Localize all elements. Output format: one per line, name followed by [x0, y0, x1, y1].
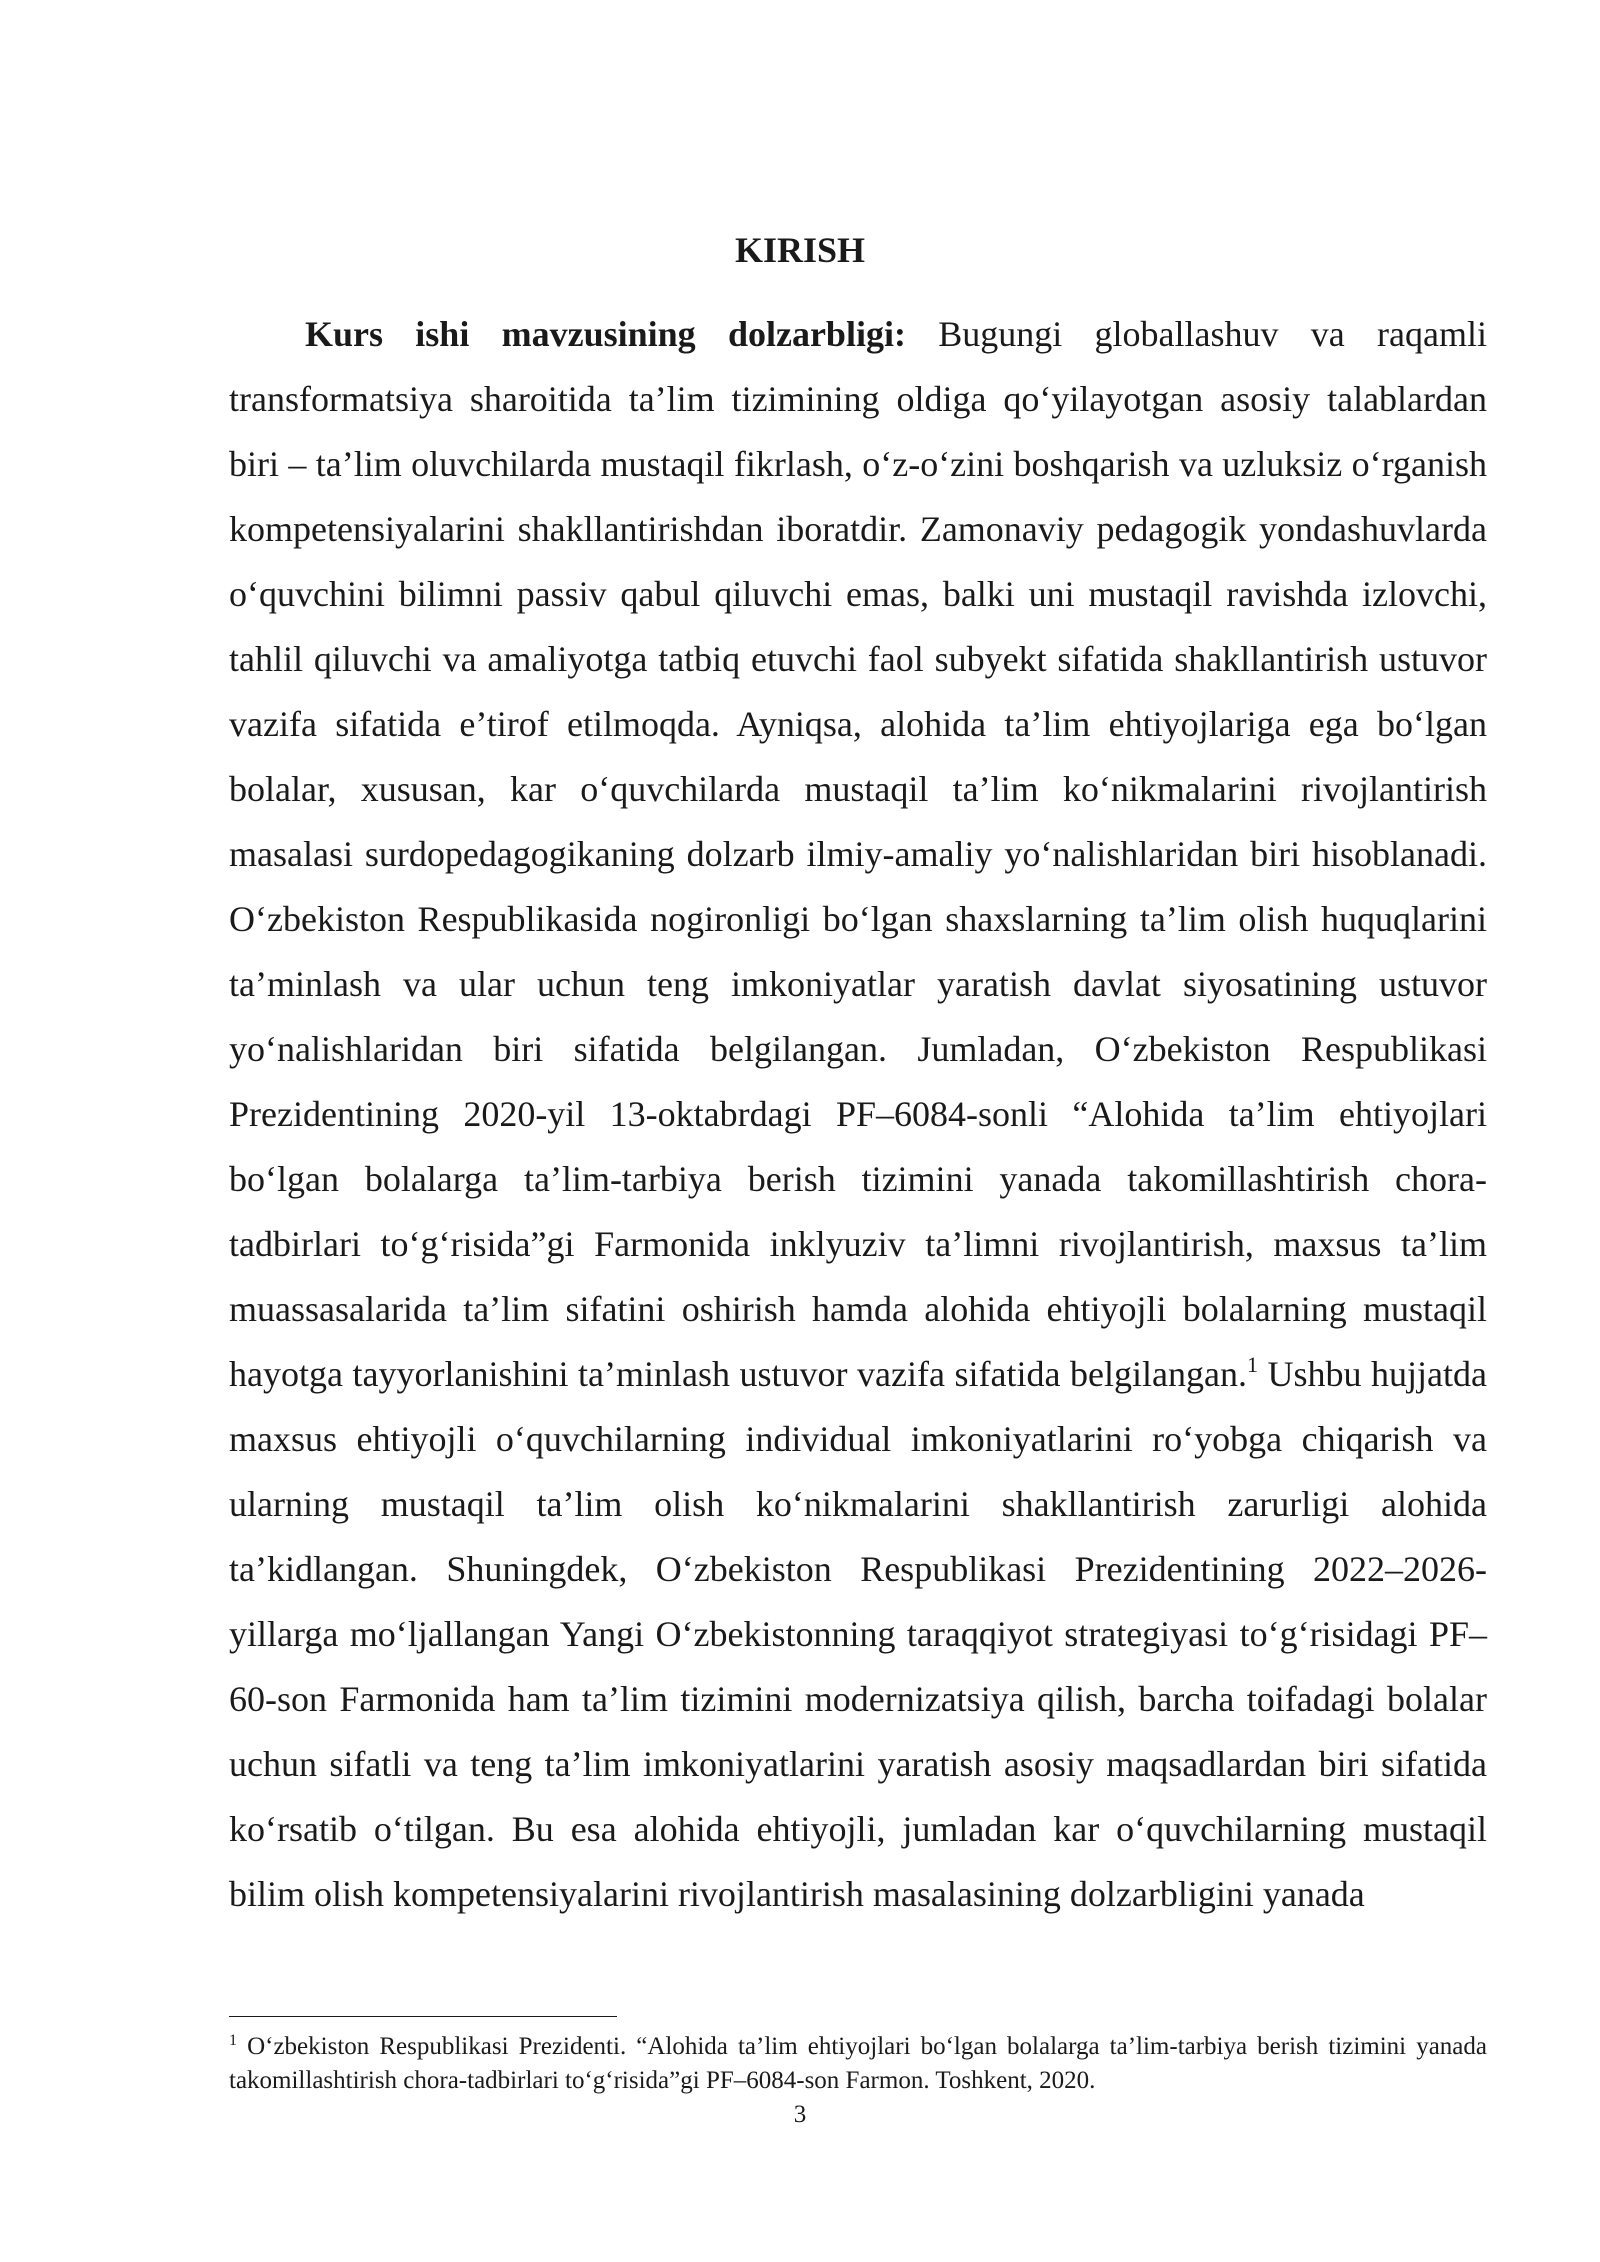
- section-heading: KIRISH: [734, 230, 866, 270]
- footnote-reference[interactable]: 1: [1246, 1352, 1258, 1377]
- body-paragraph: [229, 302, 1487, 1927]
- footnote-text: O‘zbekiston Respublikasi Prezidenti. “Alohida ta’lim ehtiyojlari bo‘lgan bolalarga ta’lim-tarbiya berish tizimini yanada takomillashtirish chora-tadbirlari to‘g‘risida”gi PF–6084-son Farmon. Toshkent, 2020.: [229, 2033, 1487, 2094]
- footnote-separator: [229, 2016, 617, 2017]
- footnote: [229, 2030, 1487, 2098]
- paragraph-text-part2: Ushbu hujjatda maxsus ehtiyojli o‘quvchilarning individual imkoniyatlarini ro‘yobga chiqarish va ularning mustaqil ta’lim olish ko‘nikmalarini shakllantirish zarurligi alohida ta’kidlangan. Shuningdek, O‘zbekiston Respublikasi Prezidentining 2022–2026-yillarga mo‘ljallangan Yangi O‘zbekistonning taraqqiyot strategiyasi to‘g‘risidagi PF–60-son Farmonida ham ta’lim tizimini modernizatsiya qilish, barcha toifadagi bolalar uchun sifatli va teng ta’lim imkoniyatlarini yaratish asosiy maqsadlardan biri sifatida ko‘rsatib o‘tilgan. Bu esa alohida ehtiyojli, jumladan kar o‘quvchilarning mustaqil bilim olish kompetensiyalarini rivojlantirish masalasining dolzarbligini yanada: [229, 1354, 1487, 1914]
- paragraph-text-part1: Bugungi globallashuv va raqamli transformatsiya sharoitida ta’lim tizimining oldiga qo‘yilayotgan asosiy talablardan biri – ta’lim oluvchilarda mustaqil fikrlash, o‘z-o‘zini boshqarish va uzluksiz o‘rganish kompetensiyalarini shakllantirishdan iboratdir. Zamonaviy pedagogik yondashuvlarda o‘quvchini bilimni passiv qabul qiluvchi emas, balki uni mustaqil ravishda izlovchi, tahlil qiluvchi va amaliyotga tatbiq etuvchi faol subyekt sifatida shakllantirish ustuvor vazifa sifatida e’tirof etilmoqda. Ayniqsa, alohida ta’lim ehtiyojlariga ega bo‘lgan bolalar, xususan, kar o‘quvchilarda mustaqil ta’lim ko‘nikmalarini rivojlantirish masalasi surdopedagogikaning dolzarb ilmiy-amaliy yo‘nalishlaridan biri hisoblanadi. O‘zbekiston Respublikasida nogironligi bo‘lgan shaxslarning ta’lim olish huquqlarini ta’minlash va ular uchun teng imkoniyatlar yaratish davlat siyosatining ustuvor yo‘nalishlaridan biri sifatida belgilangan. Jumladan, O‘zbekiston Respublikasi Prezidentining 2020-yil 13-oktabrdagi PF–6084-sonli “Alohida ta’lim ehtiyojlari bo‘lgan bolalarga ta’lim-tarbiya berish tizimini yanada takomillashtirish chora-tadbirlari to‘g‘risida”gi Farmonida inklyuziv ta’limni rivojlantirish, maxsus ta’lim muassasalarida ta’lim sifatini oshirish hamda alohida ehtiyojli bolalarning mustaqil hayotga tayyorlanishini ta’minlash ustuvor vazifa sifatida belgilangan.: [229, 314, 1488, 1394]
- paragraph-lead: Kurs ishi mavzusining dolzarbligi:: [305, 314, 906, 354]
- page-number: 3: [793, 2101, 807, 2128]
- footnote-marker: 1: [229, 2032, 237, 2049]
